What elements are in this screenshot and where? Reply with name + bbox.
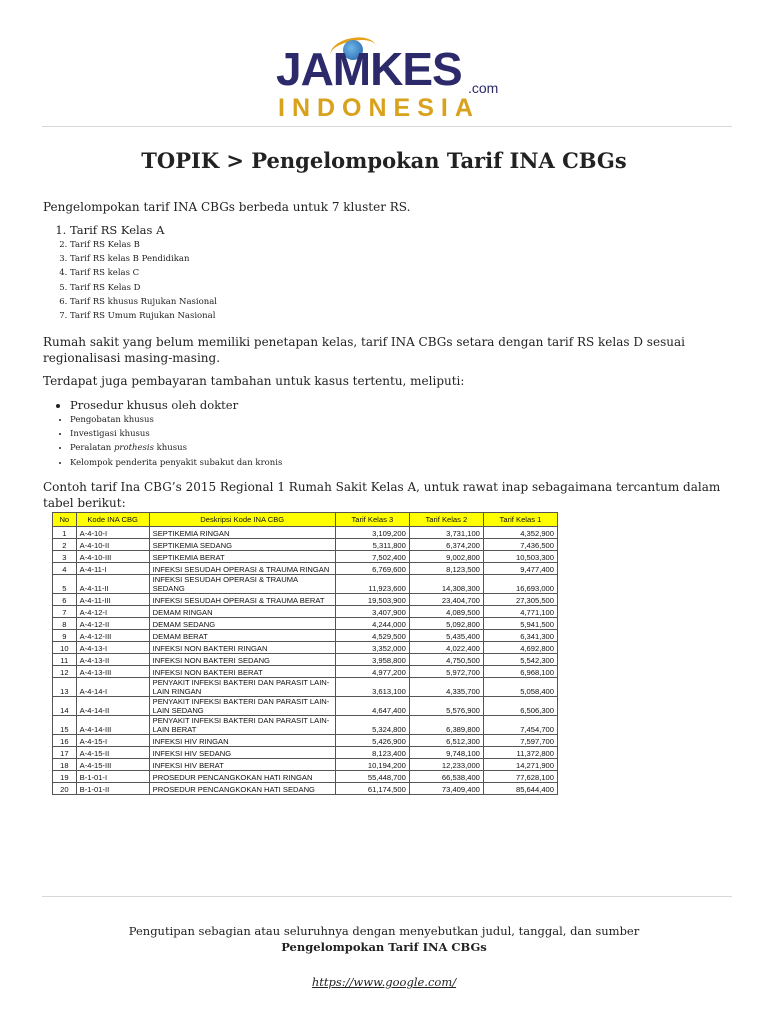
cell-kode: B-1-01-II xyxy=(76,783,149,795)
page-title: TOPIK > Pengelompokan Tarif INA CBGs xyxy=(141,148,627,173)
list-item-text: Peralatan xyxy=(70,443,114,454)
cell-tarif-kelas-1: 77,628,100 xyxy=(483,771,557,783)
cell-tarif-kelas-1: 27,305,500 xyxy=(483,594,557,606)
cell-kode: A-4-11-III xyxy=(76,594,149,606)
cell-tarif-kelas-1: 11,372,800 xyxy=(483,747,557,759)
cell-tarif-kelas-3: 3,958,800 xyxy=(335,654,409,666)
cell-kode: A-4-13-II xyxy=(76,654,149,666)
column-header: Tarif Kelas 1 xyxy=(483,513,557,527)
cell-tarif-kelas-3: 4,647,400 xyxy=(335,697,409,716)
cell-tarif-kelas-2: 9,748,100 xyxy=(409,747,483,759)
cell-tarif-kelas-3: 7,502,400 xyxy=(335,551,409,563)
column-header: Deskripsi Kode INA CBG xyxy=(149,513,335,527)
table-row xyxy=(53,575,558,594)
cell-tarif-kelas-2: 66,538,400 xyxy=(409,771,483,783)
cell-deskripsi: PENYAKIT INFEKSI BAKTERI DAN PARASIT LAIN-LAIN SEDANG xyxy=(149,697,335,716)
logo-wordmark: JAMKES xyxy=(276,43,462,95)
tarif-table xyxy=(52,512,558,795)
column-header: No xyxy=(53,513,77,527)
list-item: • Prosedur khusus oleh dokter xyxy=(70,398,282,413)
cell-tarif-kelas-3: 6,769,600 xyxy=(335,563,409,575)
cell-tarif-kelas-2: 5,092,800 xyxy=(409,618,483,630)
table-row xyxy=(53,527,558,539)
table-row xyxy=(53,630,558,642)
cell-tarif-kelas-1: 16,693,000 xyxy=(483,575,557,594)
cell-kode: A-4-15-III xyxy=(76,759,149,771)
table-row xyxy=(53,654,558,666)
cell-tarif-kelas-2: 4,750,500 xyxy=(409,654,483,666)
source-link[interactable]: https://www.google.com/ xyxy=(311,975,457,989)
table-row xyxy=(53,606,558,618)
cell-kode: A-4-13-III xyxy=(76,666,149,678)
cell-tarif-kelas-3: 55,448,700 xyxy=(335,771,409,783)
cell-tarif-kelas-1: 14,271,900 xyxy=(483,759,557,771)
cell-kode: A-4-13-I xyxy=(76,642,149,654)
cell-tarif-kelas-3: 3,613,100 xyxy=(335,678,409,697)
cell-deskripsi: SEPTIKEMIA BERAT xyxy=(149,551,335,563)
cell-kode: B-1-01-I xyxy=(76,771,149,783)
cell-tarif-kelas-1: 9,477,400 xyxy=(483,563,557,575)
list-item-emphasis: prothesis xyxy=(113,443,154,454)
cell-tarif-kelas-2: 4,089,500 xyxy=(409,606,483,618)
cell-tarif-kelas-3: 4,529,500 xyxy=(335,630,409,642)
cell-tarif-kelas-1: 4,771,100 xyxy=(483,606,557,618)
cell-tarif-kelas-3: 8,123,400 xyxy=(335,747,409,759)
cell-kode: A-4-12-I xyxy=(76,606,149,618)
cell-tarif-kelas-2: 3,731,100 xyxy=(409,527,483,539)
table-header-row xyxy=(53,513,558,527)
table-row xyxy=(53,735,558,747)
table-body xyxy=(53,527,558,795)
cell-deskripsi: INFEKSI HIV RINGAN xyxy=(149,735,335,747)
cell-kode: A-4-15-I xyxy=(76,735,149,747)
logo-domain-suffix: .com xyxy=(468,80,499,96)
cell-no: 9 xyxy=(53,630,77,642)
cell-tarif-kelas-1: 5,941,500 xyxy=(483,618,557,630)
cell-deskripsi: PENYAKIT INFEKSI BAKTERI DAN PARASIT LAIN-LAIN BERAT xyxy=(149,716,335,735)
cell-kode: A-4-10-III xyxy=(76,551,149,563)
cell-no: 7 xyxy=(53,606,77,618)
cell-tarif-kelas-1: 6,341,300 xyxy=(483,630,557,642)
cell-tarif-kelas-2: 9,002,800 xyxy=(409,551,483,563)
cell-no: 1 xyxy=(53,527,77,539)
cell-tarif-kelas-3: 10,194,200 xyxy=(335,759,409,771)
cell-no: 6 xyxy=(53,594,77,606)
cell-tarif-kelas-3: 3,407,900 xyxy=(335,606,409,618)
cell-tarif-kelas-1: 4,352,900 xyxy=(483,527,557,539)
table-row xyxy=(53,716,558,735)
cell-deskripsi: INFEKSI NON BAKTERI BERAT xyxy=(149,666,335,678)
column-header: Tarif Kelas 3 xyxy=(335,513,409,527)
cell-tarif-kelas-1: 7,454,700 xyxy=(483,716,557,735)
cell-deskripsi: INFEKSI SESUDAH OPERASI & TRAUMA RINGAN xyxy=(149,563,335,575)
citation-title: Pengelompokan Tarif INA CBGs xyxy=(281,940,487,954)
cell-deskripsi: PROSEDUR PENCANGKOKAN HATI SEDANG xyxy=(149,783,335,795)
cell-tarif-kelas-1: 7,436,500 xyxy=(483,539,557,551)
cell-no: 13 xyxy=(53,678,77,697)
cell-no: 4 xyxy=(53,563,77,575)
divider xyxy=(42,126,732,127)
citation-note: Pengutipan sebagian atau seluruhnya dengan menyebutkan judul, tanggal, dan sumber xyxy=(128,924,640,938)
cell-no: 5 xyxy=(53,575,77,594)
cell-tarif-kelas-1: 5,058,400 xyxy=(483,678,557,697)
list-item xyxy=(70,441,282,455)
cell-tarif-kelas-3: 5,324,800 xyxy=(335,716,409,735)
cell-kode: A-4-12-III xyxy=(76,630,149,642)
table-row xyxy=(53,642,558,654)
cell-deskripsi: INFEKSI SESUDAH OPERASI & TRAUMA SEDANG xyxy=(149,575,335,594)
table-row xyxy=(53,666,558,678)
cell-no: 8 xyxy=(53,618,77,630)
table-row xyxy=(53,759,558,771)
cell-tarif-kelas-2: 6,374,200 xyxy=(409,539,483,551)
tambahan-paragraph: Terdapat juga pembayaran tambahan untuk kasus tertentu, meliputi: xyxy=(43,374,465,388)
table-row xyxy=(53,563,558,575)
cell-tarif-kelas-3: 19,503,900 xyxy=(335,594,409,606)
cell-tarif-kelas-2: 12,233,000 xyxy=(409,759,483,771)
list-item: 7. Tarif RS Umum Rujukan Nasional xyxy=(70,309,217,323)
cell-tarif-kelas-2: 6,512,300 xyxy=(409,735,483,747)
cell-kode: A-4-11-I xyxy=(76,563,149,575)
cell-no: 20 xyxy=(53,783,77,795)
cell-kode: A-4-10-II xyxy=(76,539,149,551)
intro-text: Pengelompokan tarif INA CBGs berbeda untuk 7 kluster RS. xyxy=(43,200,411,214)
cell-tarif-kelas-2: 14,308,300 xyxy=(409,575,483,594)
cell-tarif-kelas-3: 4,977,200 xyxy=(335,666,409,678)
cell-tarif-kelas-3: 11,923,600 xyxy=(335,575,409,594)
cell-tarif-kelas-1: 6,506,300 xyxy=(483,697,557,716)
cell-no: 14 xyxy=(53,697,77,716)
cell-deskripsi: SEPTIKEMIA SEDANG xyxy=(149,539,335,551)
cell-tarif-kelas-2: 6,389,800 xyxy=(409,716,483,735)
table-row xyxy=(53,594,558,606)
cell-deskripsi: SEPTIKEMIA RINGAN xyxy=(149,527,335,539)
cell-deskripsi: DEMAM BERAT xyxy=(149,630,335,642)
cell-kode: A-4-12-II xyxy=(76,618,149,630)
cell-no: 17 xyxy=(53,747,77,759)
list-item: 6. Tarif RS khusus Rujukan Nasional xyxy=(70,295,217,309)
cell-no: 15 xyxy=(53,716,77,735)
logo-subtitle: INDONESIA xyxy=(278,94,480,122)
divider xyxy=(42,896,732,897)
cell-tarif-kelas-3: 5,311,800 xyxy=(335,539,409,551)
cell-tarif-kelas-2: 5,576,900 xyxy=(409,697,483,716)
cell-kode: A-4-15-II xyxy=(76,747,149,759)
column-header: Tarif Kelas 2 xyxy=(409,513,483,527)
cell-tarif-kelas-2: 5,972,700 xyxy=(409,666,483,678)
cell-no: 18 xyxy=(53,759,77,771)
column-header: Kode INA CBG xyxy=(76,513,149,527)
cell-no: 3 xyxy=(53,551,77,563)
cell-no: 16 xyxy=(53,735,77,747)
cell-kode: A-4-10-I xyxy=(76,527,149,539)
cell-deskripsi: DEMAM RINGAN xyxy=(149,606,335,618)
list-item: • Kelompok penderita penyakit subakut dan kronis xyxy=(70,456,282,470)
kelas-paragraph: Rumah sakit yang belum memiliki penetapan kelas, tarif INA CBGs setara dengan tarif RS kelas D sesuai regionalisasi masing-masing. xyxy=(43,335,685,365)
cell-tarif-kelas-3: 3,352,000 xyxy=(335,642,409,654)
cell-deskripsi: INFEKSI NON BAKTERI SEDANG xyxy=(149,654,335,666)
list-item: 2. Tarif RS Kelas B xyxy=(70,238,217,252)
cell-tarif-kelas-2: 23,404,700 xyxy=(409,594,483,606)
cell-no: 10 xyxy=(53,642,77,654)
cell-tarif-kelas-1: 10,503,300 xyxy=(483,551,557,563)
cell-tarif-kelas-3: 61,174,500 xyxy=(335,783,409,795)
kluster-list xyxy=(43,223,217,323)
list-item: 3. Tarif RS kelas B Pendidikan xyxy=(70,252,217,266)
list-item: 4. Tarif RS kelas C xyxy=(70,266,217,280)
cell-tarif-kelas-2: 4,022,400 xyxy=(409,642,483,654)
cell-tarif-kelas-2: 73,409,400 xyxy=(409,783,483,795)
table-row xyxy=(53,618,558,630)
cell-kode: A-4-11-II xyxy=(76,575,149,594)
site-logo[interactable] xyxy=(0,36,768,120)
cell-tarif-kelas-1: 85,644,400 xyxy=(483,783,557,795)
cell-tarif-kelas-3: 4,244,000 xyxy=(335,618,409,630)
table-row xyxy=(53,551,558,563)
cell-tarif-kelas-1: 6,968,100 xyxy=(483,666,557,678)
cell-tarif-kelas-3: 3,109,200 xyxy=(335,527,409,539)
list-item: • Investigasi khusus xyxy=(70,427,282,441)
cell-tarif-kelas-1: 4,692,800 xyxy=(483,642,557,654)
cell-tarif-kelas-2: 5,435,400 xyxy=(409,630,483,642)
cell-no: 19 xyxy=(53,771,77,783)
cell-deskripsi: INFEKSI HIV BERAT xyxy=(149,759,335,771)
cell-deskripsi: INFEKSI HIV SEDANG xyxy=(149,747,335,759)
table-row xyxy=(53,539,558,551)
cell-deskripsi: PENYAKIT INFEKSI BAKTERI DAN PARASIT LAIN-LAIN RINGAN xyxy=(149,678,335,697)
table-row xyxy=(53,783,558,795)
table-row xyxy=(53,747,558,759)
table-row xyxy=(53,697,558,716)
list-item: • Pengobatan khusus xyxy=(70,413,282,427)
tambahan-list xyxy=(43,398,282,470)
cell-deskripsi: INFEKSI NON BAKTERI RINGAN xyxy=(149,642,335,654)
cell-kode: A-4-14-III xyxy=(76,716,149,735)
contoh-paragraph: Contoh tarif Ina CBG’s 2015 Regional 1 Rumah Sakit Kelas A, untuk rawat inap sebagaimana tercantum dalam tabel berikut: xyxy=(43,480,721,510)
cell-no: 12 xyxy=(53,666,77,678)
cell-tarif-kelas-2: 8,123,500 xyxy=(409,563,483,575)
cell-tarif-kelas-3: 5,426,900 xyxy=(335,735,409,747)
table-row xyxy=(53,678,558,697)
list-item: 1. Tarif RS Kelas A xyxy=(70,223,217,238)
cell-deskripsi: DEMAM SEDANG xyxy=(149,618,335,630)
cell-no: 2 xyxy=(53,539,77,551)
cell-deskripsi: PROSEDUR PENCANGKOKAN HATI RINGAN xyxy=(149,771,335,783)
list-item-text: khusus xyxy=(153,443,187,454)
cell-kode: A-4-14-II xyxy=(76,697,149,716)
list-item: 5. Tarif RS Kelas D xyxy=(70,281,217,295)
cell-tarif-kelas-2: 4,335,700 xyxy=(409,678,483,697)
cell-deskripsi: INFEKSI SESUDAH OPERASI & TRAUMA BERAT xyxy=(149,594,335,606)
cell-tarif-kelas-1: 5,542,300 xyxy=(483,654,557,666)
table-row xyxy=(53,771,558,783)
cell-no: 11 xyxy=(53,654,77,666)
cell-tarif-kelas-1: 7,597,700 xyxy=(483,735,557,747)
cell-kode: A-4-14-I xyxy=(76,678,149,697)
